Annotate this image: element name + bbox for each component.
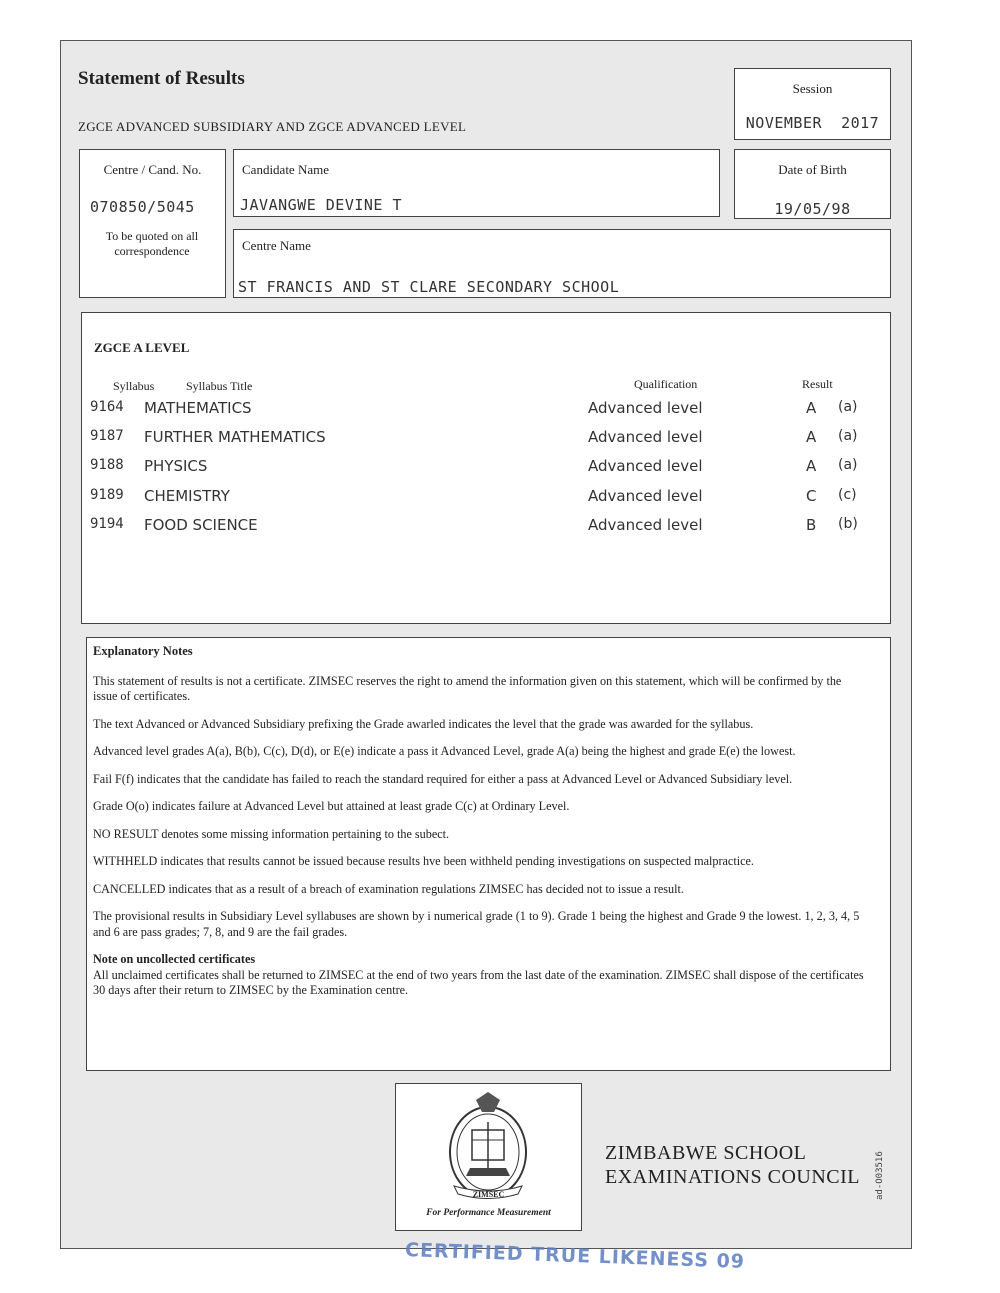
council-name: [605, 1141, 860, 1189]
qualification: Advanced level: [588, 399, 703, 417]
syllabus-code: 9164: [90, 399, 124, 415]
candidate-name-box: [233, 149, 720, 217]
logo-banner: ZIMSEC: [472, 1190, 505, 1199]
grade: A: [806, 428, 817, 446]
council-name-line2: EXAMINATIONS COUNCIL: [605, 1166, 860, 1188]
dob-box: [734, 149, 891, 219]
col-syllabus-title: Syllabus Title: [186, 379, 253, 393]
results-heading: ZGCE A LEVEL: [94, 340, 190, 355]
logo-motto: For Performance Measurement: [426, 1208, 551, 1218]
result-row: [82, 487, 890, 511]
statement-sheet: [60, 40, 912, 1249]
note-paragraph: Grade O(o) indicates failure at Advanced Level but attained at least grade C(c) at Ordinary Level.: [93, 799, 570, 813]
note-paragraph: The provisional results in Subsidiary Level syllabuses are shown by i numerical grade (1 to 9). Grade 1 being the highest and Grade 9 the lowest. 1, 2, 3, 4, 5 and 6 are pass grades; 7, 8, and 9 are the fail grades.: [93, 909, 860, 939]
correspondence-note: To be quoted on all correspondence: [105, 229, 199, 258]
qualification: Advanced level: [588, 457, 703, 475]
qualification: Advanced level: [588, 516, 703, 534]
grade: A: [806, 399, 817, 417]
grade: B: [806, 516, 817, 534]
note-paragraph: NO RESULT denotes some missing information pertaining to the subect.: [93, 826, 450, 841]
session-label: Session: [792, 81, 833, 96]
centre-cand-label: Centre / Cand. No.: [103, 162, 202, 177]
note-paragraph: WITHHELD indicates that results cannot be issued because results hve been withheld pending investigations on suspected malpractice.: [93, 854, 754, 868]
centre-name-label: Centre Name: [242, 238, 311, 253]
document-title: Statement of Results: [78, 68, 245, 89]
centre-name-box: [233, 229, 891, 298]
grade-sub: (b): [838, 516, 858, 532]
grade: C: [806, 487, 817, 505]
result-row: [82, 428, 890, 452]
grade-sub: (a): [838, 428, 858, 444]
qualification: Advanced level: [588, 487, 703, 505]
centre-cand-value: 070850/5045: [90, 198, 195, 216]
note-paragraph: Fail F(f) indicates that the candidate has failed to reach the standard required for either a pass at Advanced Level or Advanced Subsidiary level.: [93, 771, 793, 786]
grade-sub: (a): [838, 399, 858, 415]
uncollected-text: All unclaimed certificates shall be returned to ZIMSEC at the end of two years from the last date of the examination. ZIMSEC shall dispose of the certificates 30 days after their return to ZIMSEC by the Examination centre.: [93, 967, 864, 997]
syllabus-code: 9187: [90, 428, 124, 444]
syllabus-code: 9189: [90, 487, 124, 503]
grade-sub: (c): [838, 487, 857, 503]
serial-number: ad-O03516: [875, 1151, 886, 1200]
grade: A: [806, 457, 817, 475]
certification-stamp: CERTIFIED TRUE LIKENESS 09: [404, 1239, 746, 1273]
syllabus-title: PHYSICS: [144, 457, 208, 475]
zimsec-crest-icon: [436, 1090, 541, 1205]
result-row: [82, 457, 890, 481]
note-paragraph: Advanced level grades A(a), B(b), C(c), D(d), or E(e) indicate a pass it Advanced Level, grade A(a) being the highest and grade E(e) the lowest.: [93, 744, 796, 758]
result-row: [82, 516, 890, 540]
syllabus-title: FOOD SCIENCE: [144, 516, 258, 534]
note-paragraph: The text Advanced or Advanced Subsidiary prefixing the Grade awarled indicates the level that the grade was awarded for the syllabus.: [93, 716, 754, 731]
col-result: Result: [802, 377, 833, 391]
dob-value: 19/05/98: [774, 200, 851, 218]
centre-cand-box: [79, 149, 226, 298]
grade-sub: (a): [838, 457, 858, 473]
syllabus-code: 9188: [90, 457, 124, 473]
qualification: Advanced level: [588, 428, 703, 446]
session-box: [734, 68, 891, 140]
syllabus-code: 9194: [90, 516, 124, 532]
council-name-line1: ZIMBABWE SCHOOL: [605, 1142, 807, 1164]
col-qualification: Qualification: [634, 377, 698, 391]
uncollected-heading: Note on uncollected certificates: [93, 952, 256, 966]
explanatory-notes-box: [86, 637, 891, 1071]
notes-heading: Explanatory Notes: [93, 644, 193, 658]
syllabus-title: CHEMISTRY: [144, 487, 230, 505]
col-syllabus: Syllabus: [113, 379, 155, 393]
note-paragraph: This statement of results is not a certificate. ZIMSEC reserves the right to amend the information given on this statement, which will be confirmed by the issue of certificates.: [93, 673, 842, 703]
syllabus-title: FURTHER MATHEMATICS: [144, 428, 326, 446]
centre-name-value: ST FRANCIS AND ST CLARE SECONDARY SCHOOL: [238, 278, 620, 296]
results-box: [81, 312, 891, 624]
candidate-name-value: JAVANGWE DEVINE T: [240, 196, 403, 214]
note-paragraph: CANCELLED indicates that as a result of a breach of examination regulations ZIMSEC has decided not to issue a result.: [93, 881, 684, 896]
session-value: NOVEMBER 2017: [745, 114, 880, 132]
document-subtitle: ZGCE ADVANCED SUBSIDIARY AND ZGCE ADVANCED LEVEL: [78, 119, 467, 134]
syllabus-title: MATHEMATICS: [144, 399, 252, 417]
result-row: [82, 399, 890, 423]
zimsec-logo-box: [395, 1083, 582, 1231]
dob-label: Date of Birth: [778, 162, 847, 177]
candidate-name-label: Candidate Name: [242, 162, 329, 177]
